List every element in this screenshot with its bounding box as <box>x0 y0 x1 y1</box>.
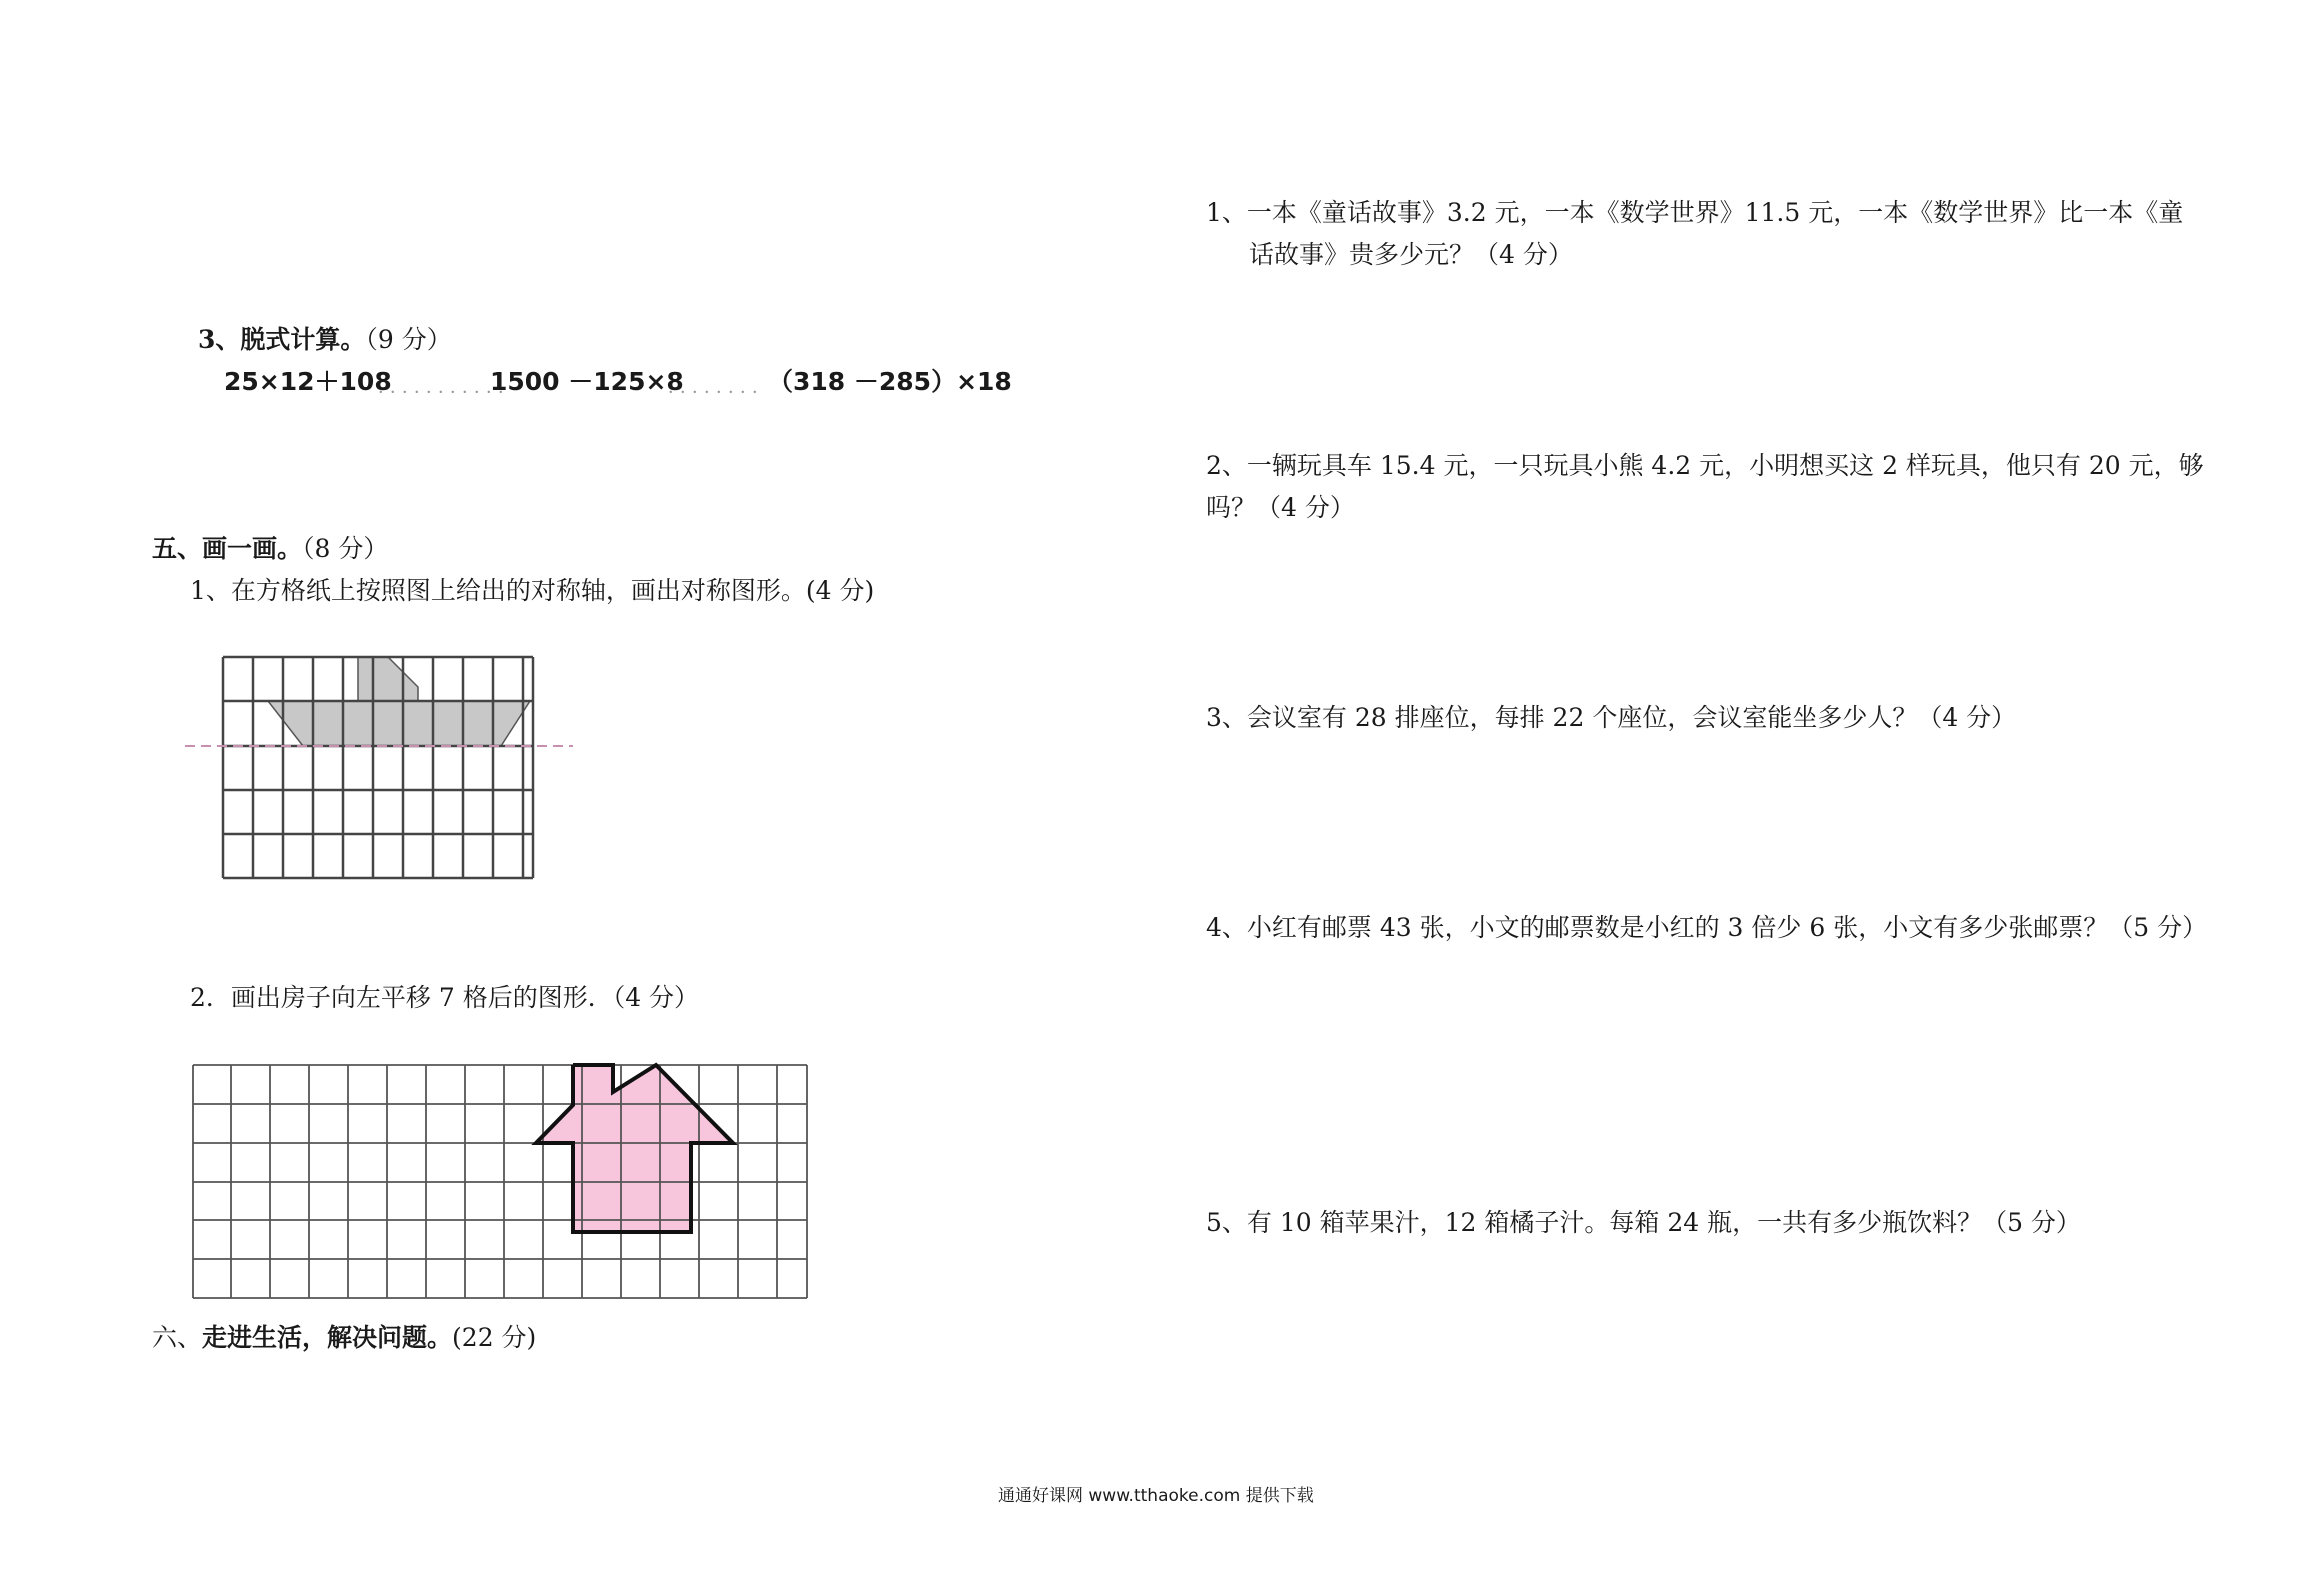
draw-points: （8 分） <box>302 534 389 563</box>
section-6-title: 走进生活，解决问题。 <box>202 1323 453 1352</box>
problem-3: 3、会议室有 28 排座位，每排 22 个座位，会议室能坐多少人？（4 分） <box>1206 703 2017 732</box>
house-shape <box>536 1065 733 1232</box>
problem-2-line-2: 吗？（4 分） <box>1206 493 1355 522</box>
draw-question-2: 2．画出房子向左平移 7 格后的图形．（4 分） <box>190 983 700 1012</box>
problem-4: 4、小红有邮票 43 张，小文的邮票数是小红的 3 倍少 6 张，小文有多少张邮票？（5 分） <box>1206 913 2208 942</box>
house-grid-lines <box>193 1065 807 1298</box>
problem-5: 5、有 10 箱苹果汁，12 箱橘子汁。每箱 24 瓶，一共有多少瓶饮料？（5 分） <box>1206 1208 2081 1237</box>
draw-question-1: 1、在方格纸上按照图上给出的对称轴，画出对称图形。(4 分) <box>190 576 875 605</box>
symmetry-grid-figure <box>180 650 580 900</box>
footer-credit: 通通好课网 www.tthaoke.com 提供下载 <box>998 1486 1314 1506</box>
problem-2-line-1: 2、一辆玩具车 15.4 元，一只玩具小熊 4.2 元，小明想买这 2 样玩具，他只有 20 元，够 <box>1206 451 2204 480</box>
section-6-prefix: 六、 <box>152 1323 203 1352</box>
problem-1-line-2: 话故事》贵多少元？（4 分） <box>1249 240 1573 269</box>
section-6-points: (22 分) <box>452 1323 537 1352</box>
calc-expr-1: 25×12＋108 <box>224 367 392 396</box>
section-6-heading <box>152 1321 536 1355</box>
calc-heading-text: 3、脱式计算。 <box>198 325 366 354</box>
calc-expr-3: （318 －285）×18 <box>768 367 1012 396</box>
calc-dots-2: ．．．．．．．． <box>668 377 773 398</box>
draw-heading-text: 五、画一画。 <box>152 534 303 563</box>
calc-dots-1: ．．．．．．．．．．． <box>378 377 519 398</box>
house-grid-figure <box>180 1050 820 1310</box>
calc-points: （9 分） <box>365 325 452 354</box>
problem-1-line-1: 1、一本《童话故事》3.2 元，一本《数学世界》11.5 元，一本《数学世界》比一本《童 <box>1206 198 2184 227</box>
draw-heading <box>152 532 388 566</box>
calc-expr-2: 1500 －125×8 <box>490 367 684 396</box>
calc-heading <box>198 323 452 357</box>
